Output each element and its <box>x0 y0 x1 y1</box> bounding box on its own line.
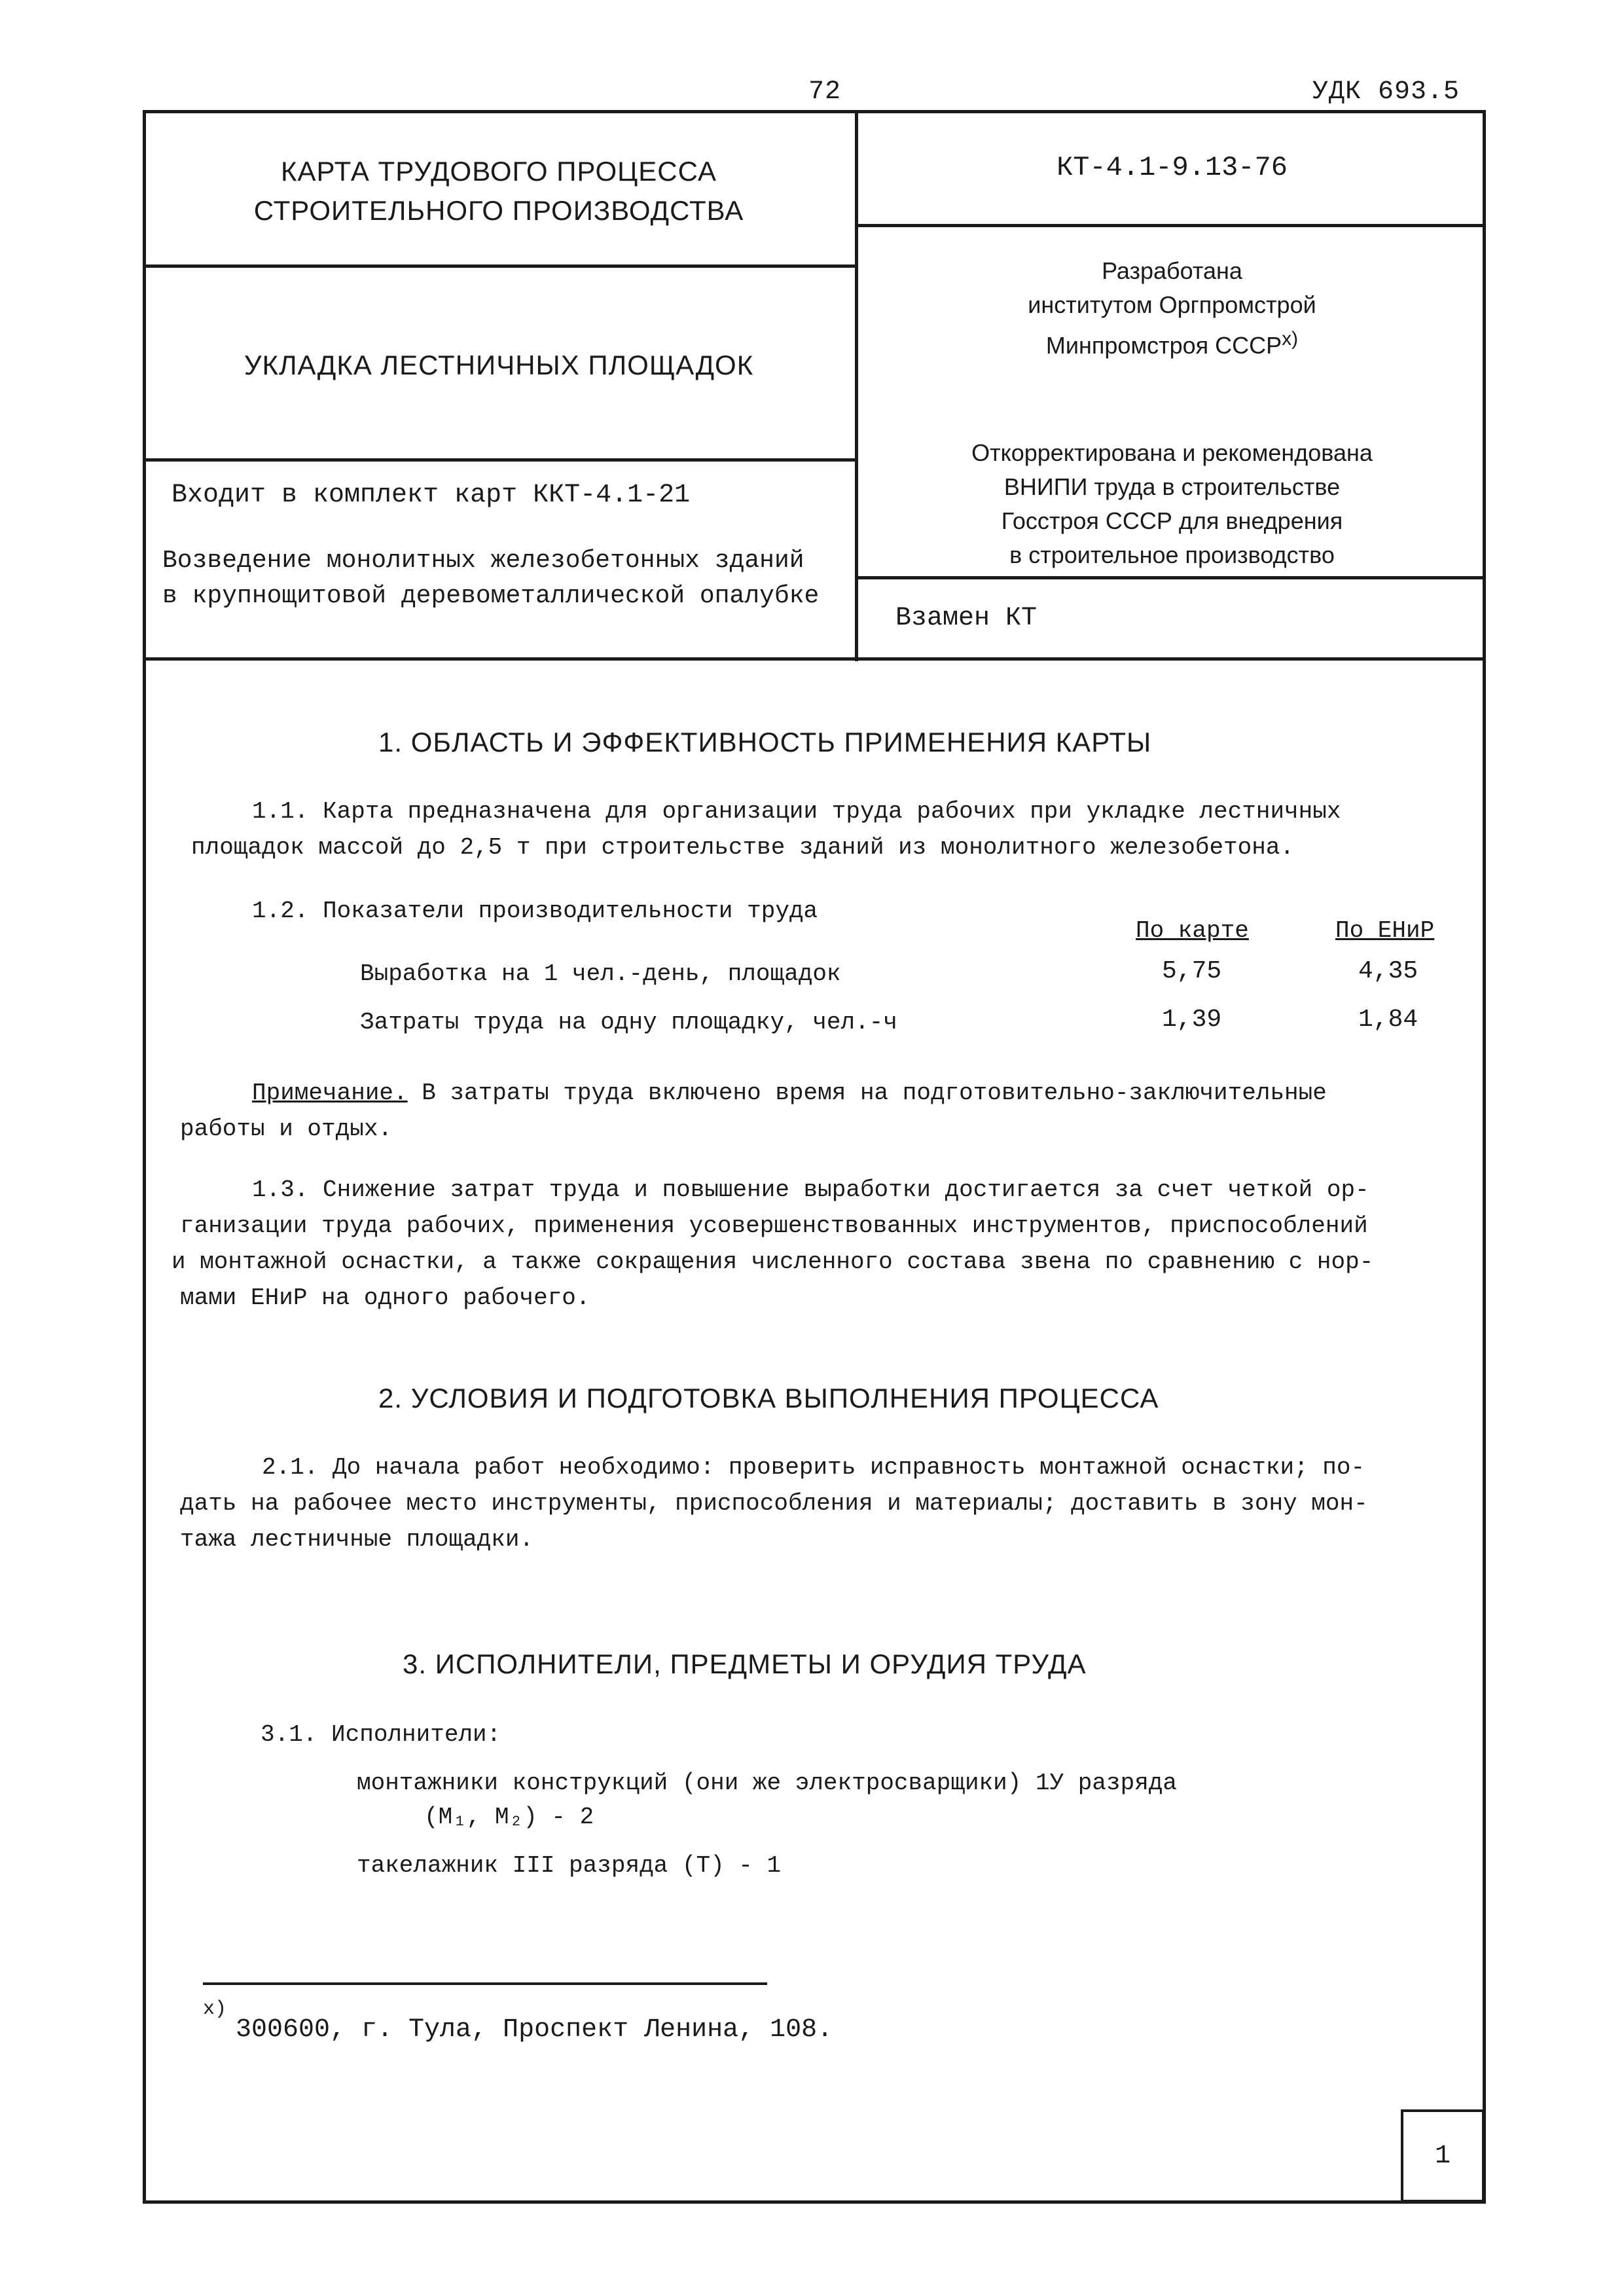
developer-footnote-mark: х) <box>1282 328 1299 350</box>
card-title-line1: КАРТА ТРУДОВОГО ПРОЦЕССА <box>281 156 717 187</box>
footnote-rule <box>203 1982 767 1985</box>
para-1-1-line1: 1.1. Карта предназначена для организации труда рабочих при укладке лестничных <box>252 798 1341 825</box>
set-description <box>162 543 819 614</box>
metric-row1-label: Выработка на 1 чел.-день, площадок <box>360 960 841 987</box>
worker1-line2: (М₁, М₂) - 2 <box>424 1804 594 1831</box>
para-1-3-line4: мами ЕНиР на одного рабочего. <box>180 1285 590 1311</box>
para-1-1-line2: площадок массой до 2,5 т при строительстве зданий из монолитного железобетона. <box>191 834 1295 861</box>
para-2-1-line3: тажа лестничные площадки. <box>180 1526 534 1553</box>
section3-heading: 3. ИСПОЛНИТЕЛИ, ПРЕДМЕТЫ И ОРУДИЯ ТРУДА <box>403 1649 1087 1679</box>
card-code: КТ-4.1-9.13-76 <box>1056 152 1288 183</box>
divider-right-1 <box>855 224 1486 227</box>
footnote-mark: х) <box>203 1998 227 2020</box>
page-number: 72 <box>808 77 841 107</box>
recommendation-line3: Госстроя СССР для внедрения <box>1001 507 1343 534</box>
metric-row1-card-value: 5,75 <box>1162 957 1222 985</box>
document-frame <box>143 110 1486 2204</box>
developer-line3-text: Минпромстроя СССР <box>1045 332 1282 359</box>
recommendation-line2: ВНИПИ труда в строительстве <box>1003 473 1341 500</box>
note-line1 <box>252 1075 1327 1111</box>
recommendation-line4: в строительное производство <box>1009 541 1335 568</box>
set-description-line2: в крупнощитовой деревометаллической опалубке <box>162 582 820 610</box>
column-header-enir: По ЕНиР <box>1335 917 1435 944</box>
sheet-number: 1 <box>1434 2141 1451 2171</box>
worker1-line1: монтажники конструкций (они же электросварщики) 1У разряда <box>357 1770 1178 1796</box>
developer-block <box>858 254 1486 363</box>
para-1-2-label: 1.2. Показатели производительности труда <box>252 898 818 924</box>
developer-line2: институтом Оргпромстрой <box>1028 291 1316 318</box>
divider-left-1 <box>143 264 858 268</box>
column-header-card: По карте <box>1136 917 1249 944</box>
para-1-3-line3: и монтажной оснастки, а также сокращения численного состава звена по сравнению с нор- <box>171 1248 1374 1275</box>
section1-heading: 1. ОБЛАСТЬ И ЭФФЕКТИВНОСТЬ ПРИМЕНЕНИЯ КАРТЫ <box>378 727 1152 757</box>
para-1-3-line2: ганизации труда рабочих, применения усовершенствованных инструментов, приспособлений <box>180 1212 1368 1239</box>
card-title <box>143 152 855 230</box>
para-3-1-label: 3.1. Исполнители: <box>261 1721 501 1748</box>
footnote-text: 300600, г. Тула, Проспект Ленина, 108. <box>236 2015 833 2045</box>
set-line: Входит в комплект карт ККТ-4.1-21 <box>171 481 691 510</box>
note-label: Примечание. <box>252 1080 408 1106</box>
header-bottom-divider <box>143 657 1486 661</box>
note-text: В затраты труда включено время на подготовительно-заключительные <box>407 1080 1327 1106</box>
card-subject: УКЛАДКА ЛЕСТНИЧНЫХ ПЛОЩАДОК <box>244 350 754 380</box>
sheet-number-box <box>1401 2109 1485 2202</box>
metric-row1-enir-value: 4,35 <box>1358 957 1418 985</box>
divider-right-2 <box>855 576 1486 579</box>
divider-left-2 <box>143 458 858 462</box>
metric-row2-enir-value: 1,84 <box>1358 1006 1418 1034</box>
worker2-line: такелажник III разряда (Т) - 1 <box>357 1852 782 1879</box>
replaces-label: Взамен КТ <box>895 604 1038 633</box>
para-2-1-line2: дать на рабочее место инструменты, приспособления и материалы; доставить в зону мон- <box>180 1490 1368 1517</box>
metric-row2-card-value: 1,39 <box>1162 1006 1222 1034</box>
metric-row2-label: Затраты труда на одну площадку, чел.-ч <box>360 1009 897 1036</box>
set-description-line1: Возведение монолитных железобетонных зданий <box>162 547 804 575</box>
recommendation-line1: Откорректирована и рекомендована <box>971 439 1373 466</box>
para-1-3-line1: 1.3. Снижение затрат труда и повышение выработки достигается за счет четкой ор- <box>252 1176 1369 1203</box>
section2-heading: 2. УСЛОВИЯ И ПОДГОТОВКА ВЫПОЛНЕНИЯ ПРОЦЕССА <box>378 1383 1159 1413</box>
developer-line3 <box>858 322 1486 363</box>
card-title-line2: СТРОИТЕЛЬНОГО ПРОИЗВОДСТВА <box>253 195 744 226</box>
recommendation-block <box>858 436 1486 572</box>
para-2-1-line1: 2.1. До начала работ необходимо: проверить исправность монтажной оснастки; по- <box>262 1454 1365 1481</box>
developer-line1: Разработана <box>1102 257 1242 284</box>
note-line2: работы и отдых. <box>180 1116 393 1142</box>
udk-code: УДК 693.5 <box>1312 77 1460 107</box>
